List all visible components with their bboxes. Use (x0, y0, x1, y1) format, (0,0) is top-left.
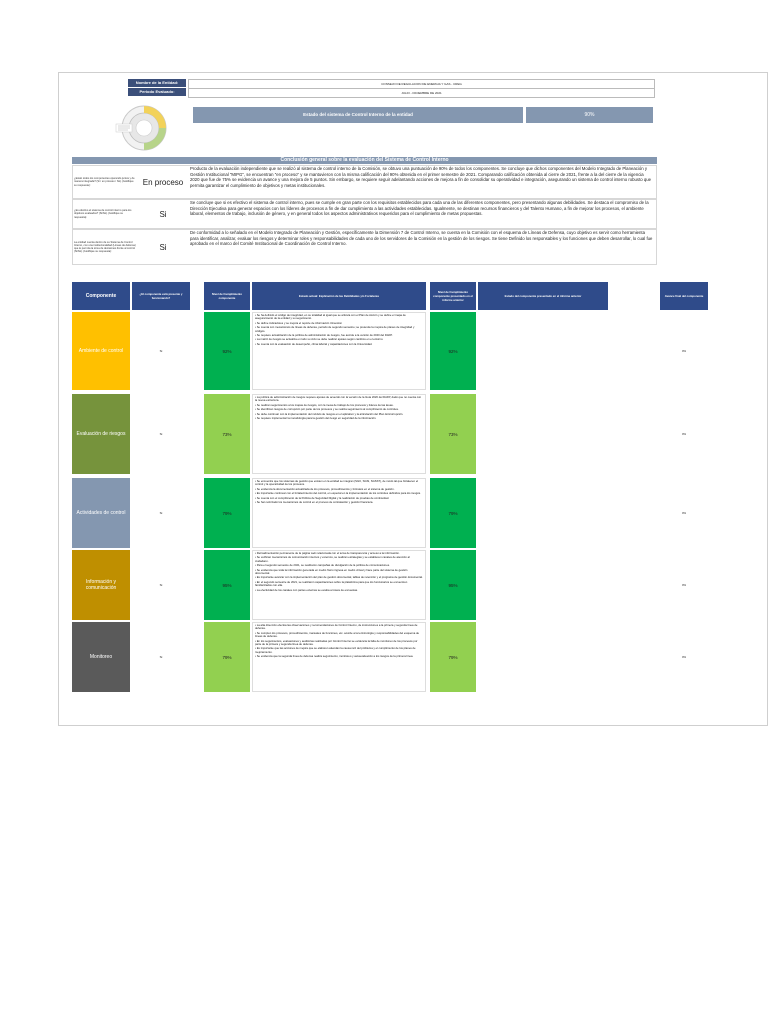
detail-line: • Se evidencia que la segunda línea de defensa realiza seguimiento, monitoreo y autoevaluación a los riesgos de la primera línea. (255, 655, 414, 659)
component-detail (252, 622, 426, 692)
detail-line: • Se debe continuar con la implementación del módulo de riesgos en el aplicativo y la articulación del Plan Anticorrupción. (255, 412, 404, 416)
detail-line: • En los seguimientos, evaluaciones y auditorías realizadas por Control Interno se evidencia la falta de monitoreo de los procesos por parte de la primera y segunda línea de defensa. (255, 639, 418, 647)
conclusion-question: ¿Es efectivo el sistema de control interno para los objetivos evaluados? (Si/No) (Justifique su respuesta): (74, 209, 132, 219)
entity-label: Nombre de la Entidad: (128, 79, 186, 87)
th-operating: ¿El componente está presente y funcionando? (132, 282, 190, 310)
component-detail (252, 312, 426, 390)
mipg-logo (104, 98, 184, 156)
component-operating: Si (159, 655, 163, 659)
conclusion-answer: Si (159, 242, 167, 252)
component-level: 73% (204, 394, 250, 474)
detail-line: • Se cuenta con la evaluación de desempeño, clima laboral y capacitaciones con la Universidad. (255, 342, 373, 346)
component-advance: 0% (681, 655, 687, 659)
detail-line: • Es importante continuar con el fortalecimiento del control, en especial en la implementación de los controles definidos para los riesgos. (255, 492, 421, 496)
detail-line: • Se requiere actualización de la política de administración de riesgos, fue acorde a la versión de 2020 del DAFP. (255, 334, 393, 338)
detail-line: • Es importante que las acciones de mejora que se elaboren atiendan la causa raíz del problema y el cumplimiento de los planes de mejoramiento. (255, 647, 416, 654)
component-name: Monitoreo (72, 622, 130, 692)
th-prev-state: Estado del componente presentado en el informe anterior (478, 282, 608, 310)
component-operating: Si (159, 432, 163, 436)
th-prev-level: Nivel de Cumplimiento componente presentado en el informe anterior (430, 282, 476, 310)
component-prev-level: 73% (430, 394, 476, 474)
conclusion-question: ¿Están todos los componentes operando juntos y de manera integrada? (Si / en proceso / No) (Justifique su respuesta): (74, 177, 135, 187)
detail-line: • Para el segundo semestre de 2021, se realizaron campañas de divulgación de la política de comunicaciones. (255, 564, 390, 568)
component-level: 95% (204, 550, 250, 620)
th-level: Nivel de Cumplimiento componente (204, 282, 250, 310)
detail-line: • Se verifican mecanismos de comunicación internos y externos, se realizan estrategias y se establecen canales de atención al ciudadano. (255, 556, 410, 563)
detail-line: • Se cuenta con el cumplimiento de la Política de Seguridad Digital y la realización de pruebas de continuidad. (255, 496, 390, 500)
component-level: 92% (204, 312, 250, 390)
system-state-label: Estado del sistema de Control Interno de la entidad (193, 107, 523, 123)
detail-line: • Se cumplen los procesos, procedimientos, manuales de funciones, etc. acorde a la terminología y responsabilidades del esquema de líneas de defensa. (255, 631, 420, 639)
detail-line: • La alta dirección efectúa las observaciones y recomendaciones de Control Interno, de instrucciones a la primera y segunda línea de defensa. (255, 624, 418, 631)
component-detail (252, 550, 426, 620)
component-name: Actividades de control (72, 478, 130, 548)
detail-line: • La política de administración de riesgos requiere ajustes de acuerdo con la versión de la Guía 2020 del DAFP, dado que no cuenta con la nueva estructura. (255, 396, 422, 403)
conclusion-answer: En proceso (142, 177, 184, 187)
detail-line: • Retroalimentación permanente de la página web relacionada con el tema de transparencia y acceso a la información. (255, 552, 400, 555)
component-prev-level: 95% (430, 550, 476, 620)
component-prev-level: 79% (430, 622, 476, 692)
component-level: 79% (204, 478, 250, 548)
detail-line: • Se evidencia que toda la información generada en medio físico ingresa en medio virtual y hace parte del sistema de gestión documental. (255, 568, 408, 576)
period-value: JULIO - DICIEMBRE DE 2021 (188, 88, 655, 98)
component-advance: 0% (681, 511, 687, 515)
conclusion-question: La entidad cuenta dentro de su Sistema de Control Interno, con una institucionalidad (Líneas de defensa) que le permita la toma de decisiones frente al control (Si/No) (Justifique su respuesta): (74, 240, 136, 254)
component-advance: 0% (681, 432, 687, 436)
component-prev-level: 79% (430, 478, 476, 548)
th-state: Estado actual: Explicación de las Debilidades y/o Fortalezas (252, 282, 426, 310)
conclusion-text: Se concluye que si es efectivo el sistema de control interno, pues se cumple en gran parte con los requisitos establecidos para cada una de las diferentes componentes, pero presentando algunas debilidades. Se destaca el compromiso de la Dirección Ejecutiva para generar espacios con los líderes de procesos a fin de dar cumplimiento a las actividades establecidas. Igualmente, se destinan recursos financieros y del Talento Humano, a fin de mejorar los procesos, el ambiente laboral, elementos de trabajo, inclusión de género, y en general todos los aspectos administrativos requeridos para el cumplimiento de metas propuestas. (190, 200, 649, 217)
detail-line: • Se cuenta con mecanismos de líneas de defensa, periodo de segundo semestre; se pretende la mejora de planes de integridad y códigos. (255, 326, 415, 333)
component-operating: Si (159, 511, 163, 515)
detail-line: • Se requiere implementar la metodología para la gestión del riesgo en seguridad de la información. (255, 417, 377, 421)
component-operating: Si (159, 349, 163, 353)
detail-line: • Se han reforzado los mecanismos de control en el proceso de contratación y gestión financiera. (255, 501, 374, 505)
entity-value: CONSEJO DE REGULACION DE ENERGIA Y GAS - CREG (188, 79, 655, 89)
conclusion-answer: Si (159, 209, 167, 219)
detail-line: • Se realizan seguimientos a los mapas de riesgos, con la mesa de trabajo de los procesos y líderes de las áreas. (255, 403, 394, 407)
component-name: Ambiente de control (72, 312, 130, 390)
detail-line: • Se encuentra que los sistemas de gestión que existen en la entidad se integran (SGC, SGSI, SGSST), de modo tal que fortalecen el control y la operatividad de los procesos. (255, 480, 418, 487)
detail-line: • En el segundo semestre de 2021, se realizaron capacitaciones sobre la plataforma para que los funcionarios se encuentren familiarizados con ella. (255, 580, 408, 588)
detail-line: • Se ha definido el código de integridad, en su totalidad al igual que se articula con el Plan de Acción y se define el mapa de aseguramiento de la entidad y su seguimiento. (255, 314, 406, 321)
component-detail (252, 394, 426, 474)
component-advance: 0% (681, 583, 687, 587)
component-level: 79% (204, 622, 250, 692)
component-operating: Si (159, 583, 163, 587)
th-advance: Avance final del componente (660, 282, 708, 310)
detail-line: • Se identifican riesgos de corrupción por parte de los procesos y se realiza seguimiento al cumplimiento de controles. (255, 408, 399, 412)
detail-line: • Se define indicadores y se mejora el reporte de información trimestral. (255, 321, 343, 325)
component-name: Evaluación de riesgos (72, 394, 130, 474)
conclusion-text: De conformidad a lo señalado en el Modelo Integrado de Planeación y Gestión, específicamente la Dimensión 7 de Control Interno, se cuenta en la Comisión con el esquema de Líneas de Defensa, cuyo objetivo es servir como herramienta para identificar, analizar, evaluar los riesgos y determinar roles y responsabilidades de cada uno de los servidores de la Comisión en la gestión de los riesgos. Se tiene Definido los responsables y los funciones que deben desarrollar, lo cual fue aprobado en el marco del Comité Institucional de Coordinación de Control Interno. (190, 230, 653, 247)
component-advance: 0% (681, 349, 687, 353)
component-prev-level: 92% (430, 312, 476, 390)
detail-line: • La matriz de riesgos se actualiza en todo su ciclo se debe realizar ajustes según cambios en el entorno. (255, 338, 384, 342)
component-detail (252, 478, 426, 548)
detail-line: • Se evidencia la documentación actualizada de los procesos, procedimientos y formatos en el sistema de gestión. (255, 487, 395, 491)
conclusion-title: Conclusión general sobre la evaluación del Sistema de Control Interno (72, 157, 657, 164)
detail-line: • La efectividad de los canales con partes externas se evalúa a través de encuestas. (255, 588, 358, 592)
conclusion-text: Producto de la evaluación independiente que se realizó al sistema de control interno de la Comisión, se obtuvo una puntuación de 90% de todos los componentes. Se concluye que dichos componentes del Modelo Integrado de Planeación y Gestión Institucional "MIPG", se encuentran "en proceso" y se mantuvieron con la misma calificación del 90% obtenida en el primer semestre de 2021. Comparando calificación obtenida al cierre de 2021, frente a la del cierre de la vigencia 2020 que fue de 75% se evidencia un avance y una mejora de 5 puntos. Sin embargo, se requiere seguir adelantando acciones de mejora a fin de consolidar su operatividad e integración, asegurando un sistema de control interno robusto que permita garantizar el cumplimiento de objetivos y metas institucionales. (190, 166, 652, 188)
period-label: Periodo Evaluado: (128, 88, 186, 96)
detail-line: • Es importante avanzar con la implementación del plan de gestión documental, tablas de retención y el programa de gestión documental. (255, 576, 423, 580)
component-name: Información y comunicación (72, 550, 130, 620)
th-component: Componente (72, 282, 130, 310)
system-state-value: 90% (526, 107, 653, 123)
